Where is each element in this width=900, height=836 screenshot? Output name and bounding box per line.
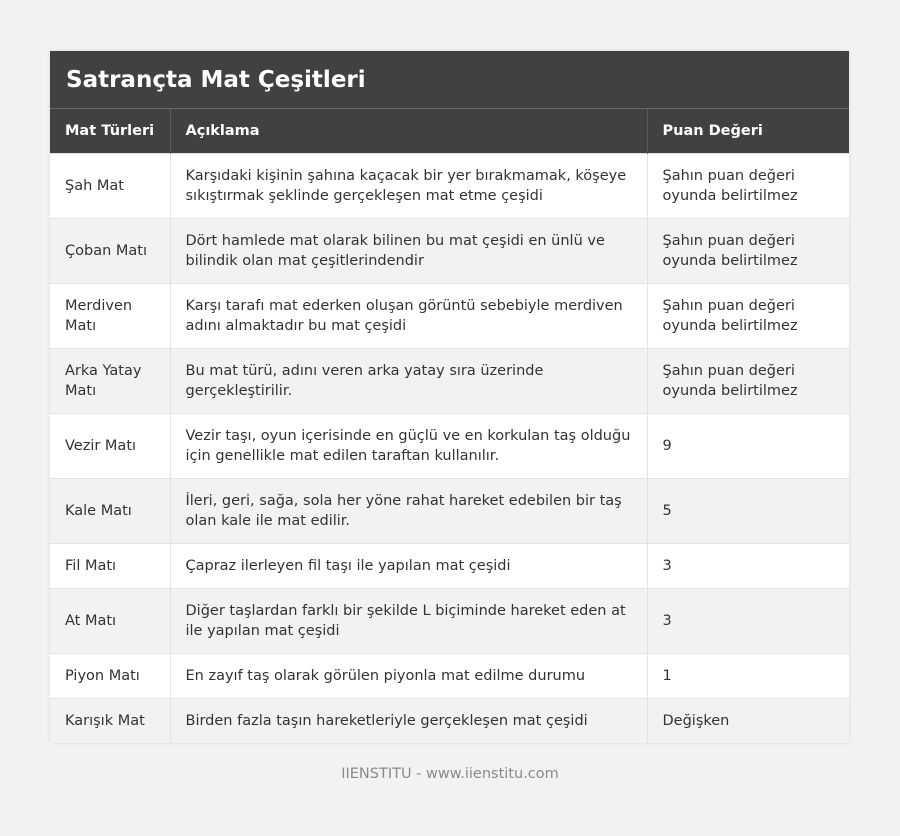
cell-score: 1	[647, 654, 849, 699]
table-card	[50, 51, 849, 743]
cell-description: Çapraz ilerleyen fil taşı ile yapılan mat çeşidi	[170, 544, 647, 589]
table-row	[50, 654, 849, 699]
cell-description: Karşıdaki kişinin şahına kaçacak bir yer bırakmamak, köşeye sıkıştırmak şeklinde gerçekleşen mat etme çeşidi	[170, 154, 647, 219]
table-row	[50, 414, 849, 479]
cell-description: Dört hamlede mat olarak bilinen bu mat çeşidi en ünlü ve bilindik olan mat çeşitlerindendir	[170, 219, 647, 284]
cell-type: Fil Matı	[50, 544, 170, 589]
cell-score: Değişken	[647, 699, 849, 744]
mat-types-table	[50, 109, 849, 743]
header-row	[50, 109, 849, 154]
cell-type: At Matı	[50, 589, 170, 654]
table-row	[50, 589, 849, 654]
cell-type: Vezir Matı	[50, 414, 170, 479]
column-header-description: Açıklama	[170, 109, 647, 154]
cell-type: Karışık Mat	[50, 699, 170, 744]
column-header-score: Puan Değeri	[647, 109, 849, 154]
cell-description: Diğer taşlardan farklı bir şekilde L biçiminde hareket eden at ile yapılan mat çeşidi	[170, 589, 647, 654]
cell-type: Piyon Matı	[50, 654, 170, 699]
cell-description: İleri, geri, sağa, sola her yöne rahat hareket edebilen bir taş olan kale ile mat edilir.	[170, 479, 647, 544]
cell-score: 3	[647, 589, 849, 654]
footer-credit: IIENSTITU - www.iienstitu.com	[341, 766, 559, 782]
cell-description: Birden fazla taşın hareketleriyle gerçekleşen mat çeşidi	[170, 699, 647, 744]
cell-score: Şahın puan değeri oyunda belirtilmez	[647, 219, 849, 284]
table-row	[50, 479, 849, 544]
column-header-type: Mat Türleri	[50, 109, 170, 154]
cell-type: Şah Mat	[50, 154, 170, 219]
table-row	[50, 284, 849, 349]
table-row	[50, 544, 849, 589]
cell-score: 5	[647, 479, 849, 544]
cell-score: Şahın puan değeri oyunda belirtilmez	[647, 349, 849, 414]
table-row	[50, 219, 849, 284]
cell-type: Merdiven Matı	[50, 284, 170, 349]
cell-score: 3	[647, 544, 849, 589]
cell-score: 9	[647, 414, 849, 479]
cell-score: Şahın puan değeri oyunda belirtilmez	[647, 284, 849, 349]
cell-score: Şahın puan değeri oyunda belirtilmez	[647, 154, 849, 219]
table-row	[50, 154, 849, 219]
table-row	[50, 349, 849, 414]
table-row	[50, 699, 849, 744]
table-title: Satrançta Mat Çeşitleri	[50, 51, 849, 109]
cell-type: Arka Yatay Matı	[50, 349, 170, 414]
cell-description: Karşı tarafı mat ederken oluşan görüntü sebebiyle merdiven adını almaktadır bu mat çeşidi	[170, 284, 647, 349]
cell-description: Vezir taşı, oyun içerisinde en güçlü ve en korkulan taş olduğu için genellikle mat edilen taraftan kullanılır.	[170, 414, 647, 479]
cell-type: Kale Matı	[50, 479, 170, 544]
cell-description: Bu mat türü, adını veren arka yatay sıra üzerinde gerçekleştirilir.	[170, 349, 647, 414]
cell-type: Çoban Matı	[50, 219, 170, 284]
cell-description: En zayıf taş olarak görülen piyonla mat edilme durumu	[170, 654, 647, 699]
